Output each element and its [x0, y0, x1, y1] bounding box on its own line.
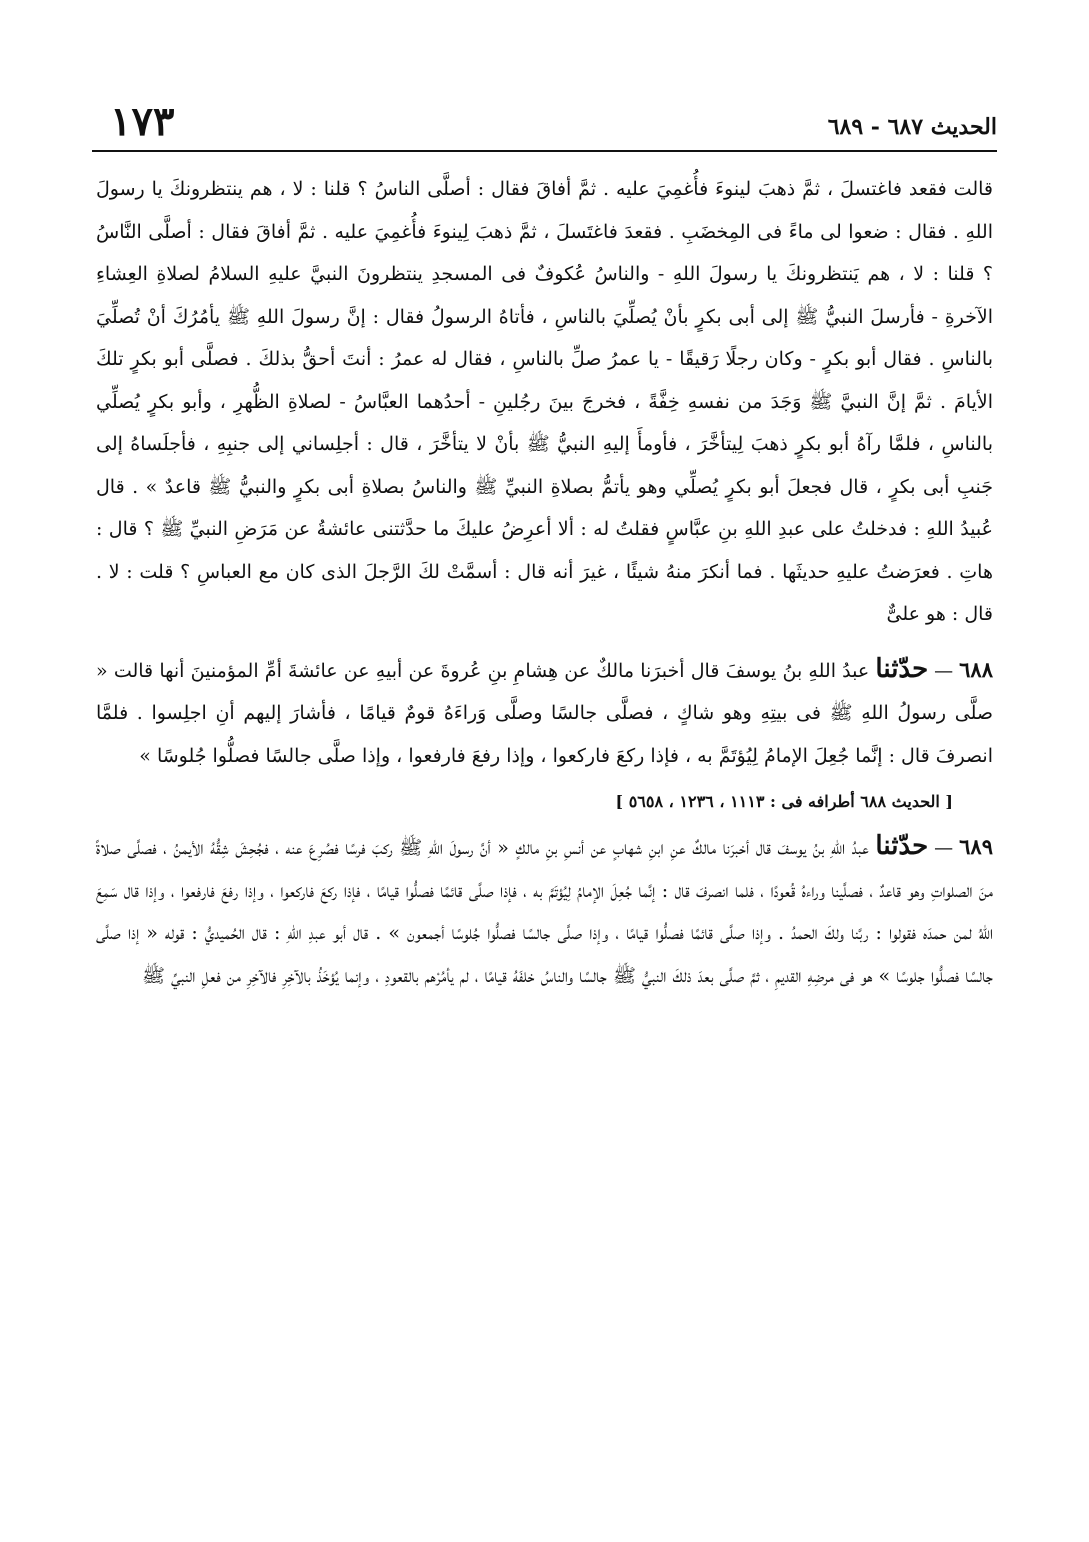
header-rule — [92, 150, 997, 152]
hadith-text: عبدُ اللهِ بنُ يوسفَ قال أخبرَنا مالكٌ عن هِشامِ بنِ عُروةَ عن أبيهِ عن عائشةَ أمِّ المؤمنينَ أنها قالت « صلَّى رسولُ اللهِ ﷺ فى بيتِهِ وهو شاكٍ ، فصلَّى جالسًا وصلَّى وَراءَهُ قومٌ قيامًا ، فأشارَ إليهم أنِ اجلِسوا . فلمَّا انصرفَ قال : إنَّما جُعِلَ الإمامُ لِيُؤتَمَّ به ، فإذا ركعَ فاركعوا ، وإذا رفعَ فارفعوا ، وإذا صلَّى جالسًا فصلُّوا جُلوسًا » — [96, 659, 993, 767]
haddathana-word: حدّثنا — [875, 831, 929, 861]
hadith-number: ٦٨٨ — [959, 656, 993, 682]
page-number: ١٧٣ — [110, 98, 175, 145]
dash: — — [934, 659, 954, 682]
running-head: الحديث ٦٨٧ - ٦٨٩ — [827, 114, 997, 140]
hadith-text: عبدُ اللهِ بنُ يوسفَ قال أخبرَنا مالكٌ عنِ ابنِ شهابٍ عن أنسِ بنِ مالكٍ « أنَّ رسولَ اللهِ ﷺ ركبَ فرسًا فصُرِعَ عنه ، فجُحِشَ شِقُّهُ الأيمنُ ، فصلَّى صلاةً منَ الصلواتِ وهو قاعدٌ ، فصلَّينا وراءهُ قُعودًا ، فلما انصرفَ قال : إنَّما جُعِلَ الإمامُ لِيُؤتَمَّ به ، فإذا صلَّى قائمًا فصلُّوا قيامًا ، فإذا ركعَ فاركعوا ، وإذا رفعَ فارفعوا ، وإذا قال سَمِعَ اللهُ لمن حمدَه فقولوا : ربَّنا ولكَ الحمدُ . وإذا صلَّى قائمًا فصلُّوا قيامًا ، وإذا صلَّى جالسًا فصلُّوا جُلوسًا أجمعون » . قال أبو عبدِ اللهِ : قال الحُميديُّ : قوله « إذا صلَّى جالسًا فصلُّوا جلوسًا » هو فى مرضِهِ القديمِ ، ثمَّ صلَّى بعدَ ذلكَ النبيُّ ﷺ جالسًا والناسُ خلفَهُ قيامًا ، لم يأمُرْهم بالقعودِ ، وإنما يُؤخَذُ بالآخِرِ فالآخِرِ من فعلِ النبيِّ ﷺ — [96, 837, 993, 987]
hadith-688-reference: [ الحديث ٦٨٨ أطرافه فى : ١١١٣ ، ١٢٣٦ ، ٥٦٥٨ ] — [615, 792, 953, 811]
hadith-number: ٦٨٩ — [959, 834, 993, 859]
page-body — [96, 168, 993, 997]
hadith-688 — [96, 648, 993, 778]
dash: — — [934, 837, 954, 859]
page-header — [92, 100, 997, 148]
hadith-689 — [96, 825, 993, 997]
haddathana-word: حدّثنا — [875, 653, 929, 684]
hadith-687-continuation: قالت فقعد فاغتسلَ ، ثمَّ ذهبَ لينوءَ فأُغمِيَ عليه . ثمَّ أفاقَ فقال : أصلَّى الناسُ ؟ قلنا : لا ، هم ينتظرونكَ يا رسولَ اللهِ . فقال : ضعوا لى ماءً فى المِخضَبِ . فقعدَ فاغتَسلَ ، ثمَّ ذهبَ لِينوءَ فأُغمِيَ عليه . ثمَّ أفاقَ فقال : أصلَّى النَّاسُ ؟ قلنا : لا ، هم يَنتظرونكَ يا رسولَ اللهِ - والناسُ عُكوفٌ فى المسجدِ ينتظرونَ النبيَّ عليهِ السلامُ لصلاةِ العِشاءِ الآخرةِ - فأرسلَ النبيُّ ﷺ إلى أبى بكرٍ بأنْ يُصلِّيَ بالناسِ ، فأتاهُ الرسولُ فقال : إنَّ رسولَ اللهِ ﷺ يأمُرُكَ أنْ تُصلِّيَ بالناسِ . فقال أبو بكرٍ - وكان رجلًا رَقيقًا - يا عمرُ صلِّ بالناسِ ، فقال له عمرُ : أنتَ أحقُّ بذلكَ . فصلَّى أبو بكرٍ تلكَ الأيامَ . ثمَّ إنَّ النبيَّ ﷺ وَجَدَ من نفسهِ خِفَّةً ، فخرجَ بينَ رجُلينِ - أحدُهما العبَّاسُ - لصلاةِ الظُّهرِ ، وأبو بكرٍ يُصلِّي بالناسِ ، فلمَّا رآهُ أبو بكرٍ ذهبَ لِيتأخَّرَ ، فأومأَ إليهِ النبيُّ ﷺ بأنْ لا يتأخَّرَ ، قال : أجلِساني إلى جنبِهِ ، فأجلَساهُ إلى جَنبِ أبى بكرٍ ، قال فجعلَ أبو بكرٍ يُصلِّي وهو يأتمُّ بصلاةِ النبيِّ ﷺ والناسُ بصلاةِ أبى بكرٍ والنبيُّ ﷺ قاعدٌ » . قال عُبيدُ اللهِ : فدخلتُ على عبدِ اللهِ بنِ عبَّاسٍ فقلتُ له : ألا أعرِضُ عليكَ ما حدَّثتنى عائشةُ عن مَرَضِ النبيِّ ﷺ ؟ قال : هاتِ . فعرَضتُ عليهِ حديثَها . فما أنكرَ منهُ شيئًا ، غيرَ أنه قال : أسمَّتْ لكَ الرَّجلَ الذى كان مع العباسِ ؟ قلت : لا . قال : هو علىٌّ — [96, 178, 993, 625]
